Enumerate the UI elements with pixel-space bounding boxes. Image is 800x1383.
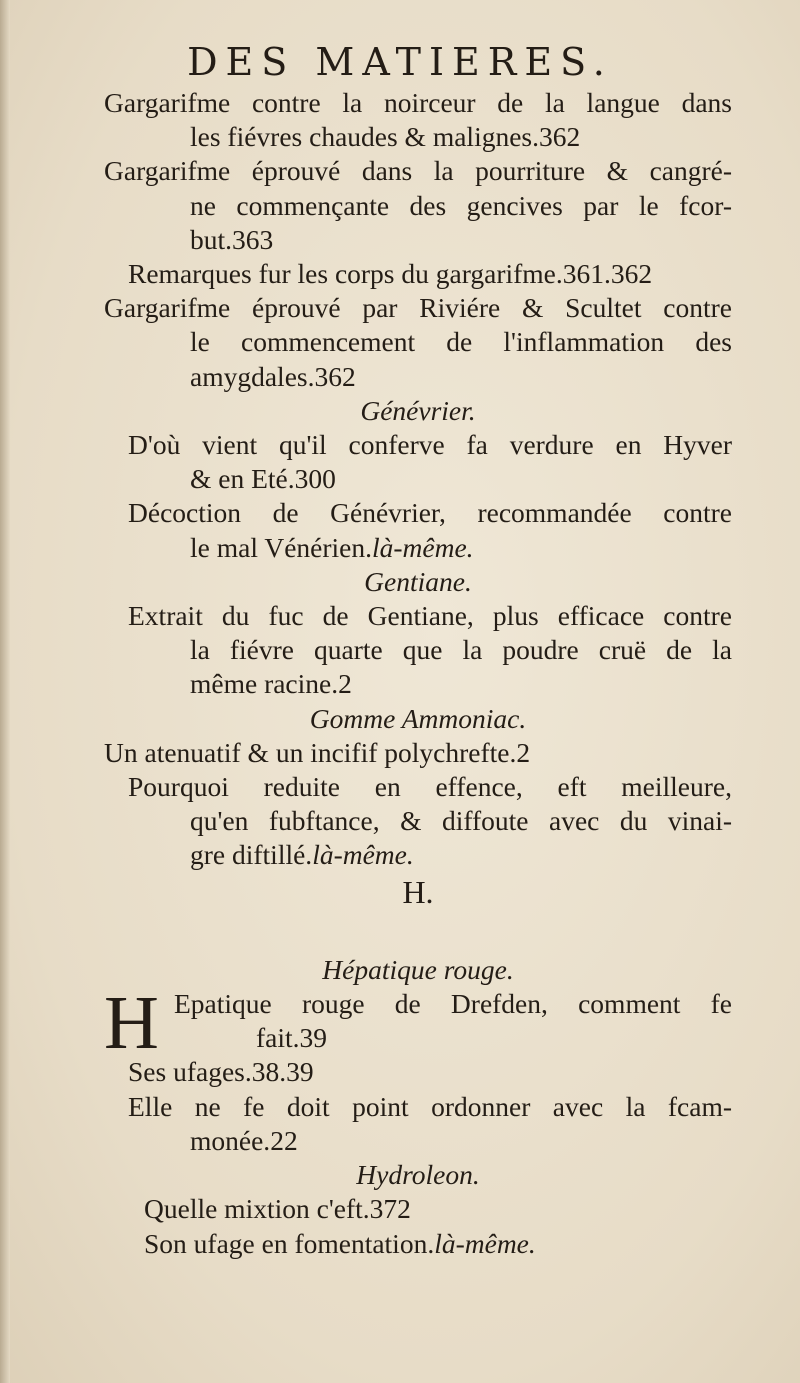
index-entry xyxy=(104,154,732,257)
entry-line: Extrait du fuc de Gentiane, plus efficace contre xyxy=(128,600,732,632)
entry-line: Epatique rouge de Drefden, comment fe xyxy=(174,988,732,1020)
entry-line: qu'en fubftance, & diffoute avec du vinai- xyxy=(190,805,732,837)
section-heading: Gentiane. xyxy=(364,565,472,597)
index-entry xyxy=(104,86,732,154)
index-entry xyxy=(104,1227,732,1261)
index-content xyxy=(104,86,732,1261)
page-ref: 38.39 xyxy=(251,1056,314,1088)
index-entry xyxy=(104,736,732,770)
section-heading: Hydroleon. xyxy=(356,1159,480,1191)
drop-cap: H xyxy=(104,981,159,1066)
entry-line: Quelle mixtion c'eft. xyxy=(144,1193,370,1225)
entry-line: le mal Vénérien. xyxy=(190,531,372,563)
index-entry xyxy=(104,496,732,564)
page-ref: 361.362 xyxy=(562,258,653,290)
entry-line: & en Eté. xyxy=(190,463,295,495)
page-ref: 39 xyxy=(299,1022,328,1054)
index-entry xyxy=(104,1055,732,1089)
index-entry xyxy=(104,257,732,291)
entry-line: la fiévre quarte que la poudre cruë de la xyxy=(190,634,732,666)
entry-line: Elle ne fe doit point ordonner avec la fcam- xyxy=(128,1090,732,1122)
page-ref: 372 xyxy=(369,1193,411,1225)
entry-line: Décoction de Génévrier, recommandée contre xyxy=(128,497,732,529)
entry-line: Son ufage en fomentation. xyxy=(144,1227,435,1259)
index-entry xyxy=(104,428,732,496)
entry-line: Pourquoi reduite en effence, eft meilleure, xyxy=(128,771,732,803)
entry-line: Ses ufages. xyxy=(128,1056,252,1088)
index-entry xyxy=(104,291,732,394)
page-ref: 362 xyxy=(314,360,356,392)
entry-line: Gargarifme contre la noirceur de la langue dans xyxy=(104,87,732,118)
entry-line: ne commençante des gencives par le fcor- xyxy=(190,189,732,221)
page-header: DES MATIERES. xyxy=(187,40,613,84)
index-entry xyxy=(104,599,732,702)
page-ref: 2 xyxy=(516,736,531,768)
entry-line: amygdales. xyxy=(190,360,315,392)
page-ref: 362 xyxy=(539,121,581,153)
entry-line: Gargarifme éprouvé dans la pourriture & cangré- xyxy=(104,155,732,187)
entry-line: but. xyxy=(190,223,233,255)
index-entry xyxy=(104,1192,732,1226)
index-entry xyxy=(104,1090,732,1158)
page-ref: 22 xyxy=(270,1124,298,1156)
page-ref: 2 xyxy=(338,668,352,700)
entry-line: les fiévres chaudes & malignes. xyxy=(190,121,539,153)
section-heading: Gomme Ammoniac. xyxy=(309,702,527,734)
entry-line: monée. xyxy=(190,1124,271,1156)
section-heading: Hépatique rouge. xyxy=(322,953,514,985)
page-edge xyxy=(0,0,10,1383)
entry-line: gre diftillé. xyxy=(190,839,313,871)
letter-heading: H. xyxy=(402,873,434,910)
page-ref: là-même. xyxy=(434,1227,536,1259)
page-ref: là-même. xyxy=(372,531,474,563)
entry-line: Gargarifme éprouvé par Riviére & Scultet contre xyxy=(104,292,732,324)
index-entry xyxy=(104,770,732,873)
entry-line: même racine. xyxy=(190,668,339,700)
entry-line: Remarques fur les corps du gargarifme. xyxy=(128,258,563,290)
page-ref: là-même. xyxy=(312,839,414,871)
entry-line: fait. xyxy=(256,1022,300,1054)
page-ref: 363 xyxy=(232,223,274,255)
page-ref: 300 xyxy=(294,463,336,495)
entry-line: le commencement de l'inflammation des xyxy=(190,326,732,358)
section-heading: Génévrier. xyxy=(360,394,476,426)
entry-line: D'où vient qu'il conferve fa verdure en Hyver xyxy=(128,429,732,461)
entry-line: Un atenuatif & un incifif polychrefte. xyxy=(104,736,517,768)
index-entry xyxy=(104,981,732,1066)
